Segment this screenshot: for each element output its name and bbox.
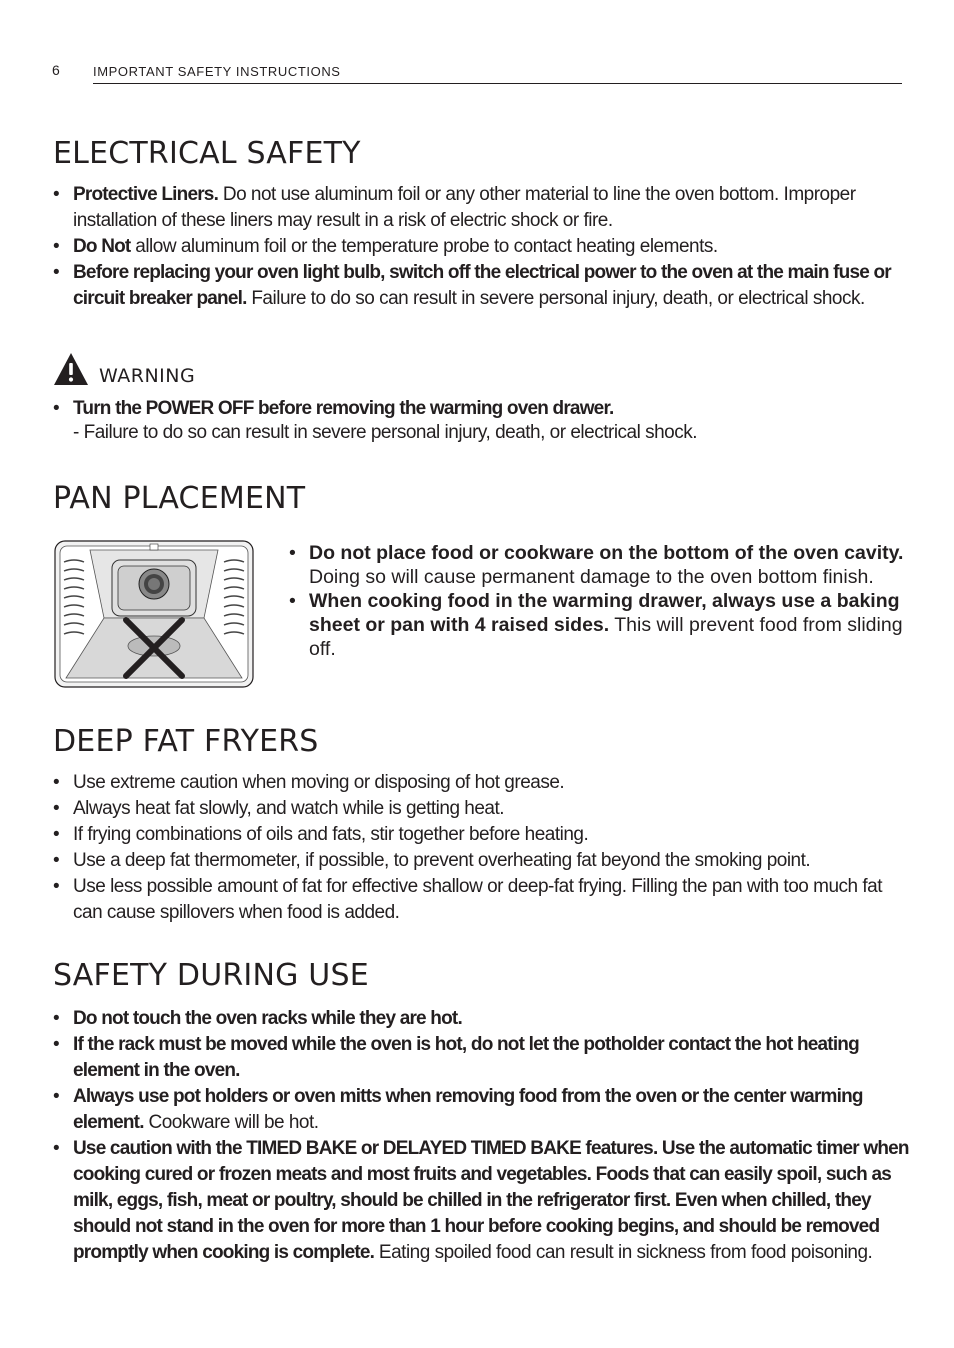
- list-item: • Use extreme caution when moving or disposing of hot grease.: [53, 770, 913, 796]
- electrical-safety-list: [53, 182, 913, 312]
- list-item: • Use a deep fat thermometer, if possible, to prevent overheating fat beyond the smoking point.: [53, 848, 913, 874]
- deep-fat-fryers-heading: DEEP FAT FRYERS: [53, 724, 319, 759]
- warning-triangle-icon: [53, 352, 89, 386]
- oven-cavity-illustration: [54, 540, 254, 688]
- list-item: • Do not place food or cookware on the bottom of the oven cavity. Doing so will cause permanent damage to the oven bottom finish.: [289, 541, 909, 589]
- safety-during-use-list: [53, 1006, 913, 1266]
- list-item: • Always heat fat slowly, and watch while is getting heat.: [53, 796, 913, 822]
- electrical-safety-heading: ELECTRICAL SAFETY: [53, 136, 361, 171]
- header-rule: [93, 83, 902, 84]
- pan-placement-list: [289, 541, 909, 661]
- list-item: • When cooking food in the warming drawer, always use a baking sheet or pan with 4 raised sides. This will prevent food from sliding off.: [289, 589, 909, 661]
- list-item: • Use less possible amount of fat for effective shallow or deep-fat frying. Filling the pan with too much fat can cause spillovers when food is added.: [53, 874, 913, 926]
- running-title: IMPORTANT SAFETY INSTRUCTIONS: [93, 64, 341, 79]
- page-number: 6: [52, 62, 60, 78]
- list-item: • If the rack must be moved while the oven is hot, do not let the potholder contact the hot heating element in the oven.: [53, 1032, 913, 1084]
- warning-label: WARNING: [99, 365, 196, 387]
- list-item: • Use caution with the TIMED BAKE or DELAYED TIMED BAKE features. Use the automatic timer when cooking cured or frozen meats and most fruits and vegetables. Foods that can easily spoil, such as milk, eggs, fish, meat or poultry, should be chilled in the refrigerator first. Even when chilled, they should not stand in the oven for more than 1 hour before cooking begins, and should be removed promptly when cooking is complete. Eating spoiled food can result in sickness from food poisoning.: [53, 1136, 913, 1266]
- page-header: [52, 62, 902, 84]
- list-item: • Turn the POWER OFF before removing the warming oven drawer.: [53, 396, 913, 422]
- list-item: • Before replacing your oven light bulb, switch off the electrical power to the oven at the main fuse or circuit breaker panel. Failure to do so can result in severe personal injury, death, or electrical shock.: [53, 260, 913, 312]
- list-item: • Do not touch the oven racks while they are hot.: [53, 1006, 913, 1032]
- safety-during-use-heading: SAFETY DURING USE: [53, 958, 369, 993]
- warning-sub-item: - Failure to do so can result in severe personal injury, death, or electrical shock.: [73, 422, 698, 443]
- list-item: • Do Not allow aluminum foil or the temperature probe to contact heating elements.: [53, 234, 913, 260]
- warning-list: [53, 396, 913, 422]
- pan-placement-heading: PAN PLACEMENT: [53, 481, 306, 516]
- list-item: • If frying combinations of oils and fats, stir together before heating.: [53, 822, 913, 848]
- deep-fat-fryers-list: [53, 770, 913, 926]
- list-item: • Always use pot holders or oven mitts when removing food from the oven or the center warming element. Cookware will be hot.: [53, 1084, 913, 1136]
- list-item: • Protective Liners. Do not use aluminum foil or any other material to line the oven bottom. Improper installation of these liners may result in a risk of electric shock or fire.: [53, 182, 913, 234]
